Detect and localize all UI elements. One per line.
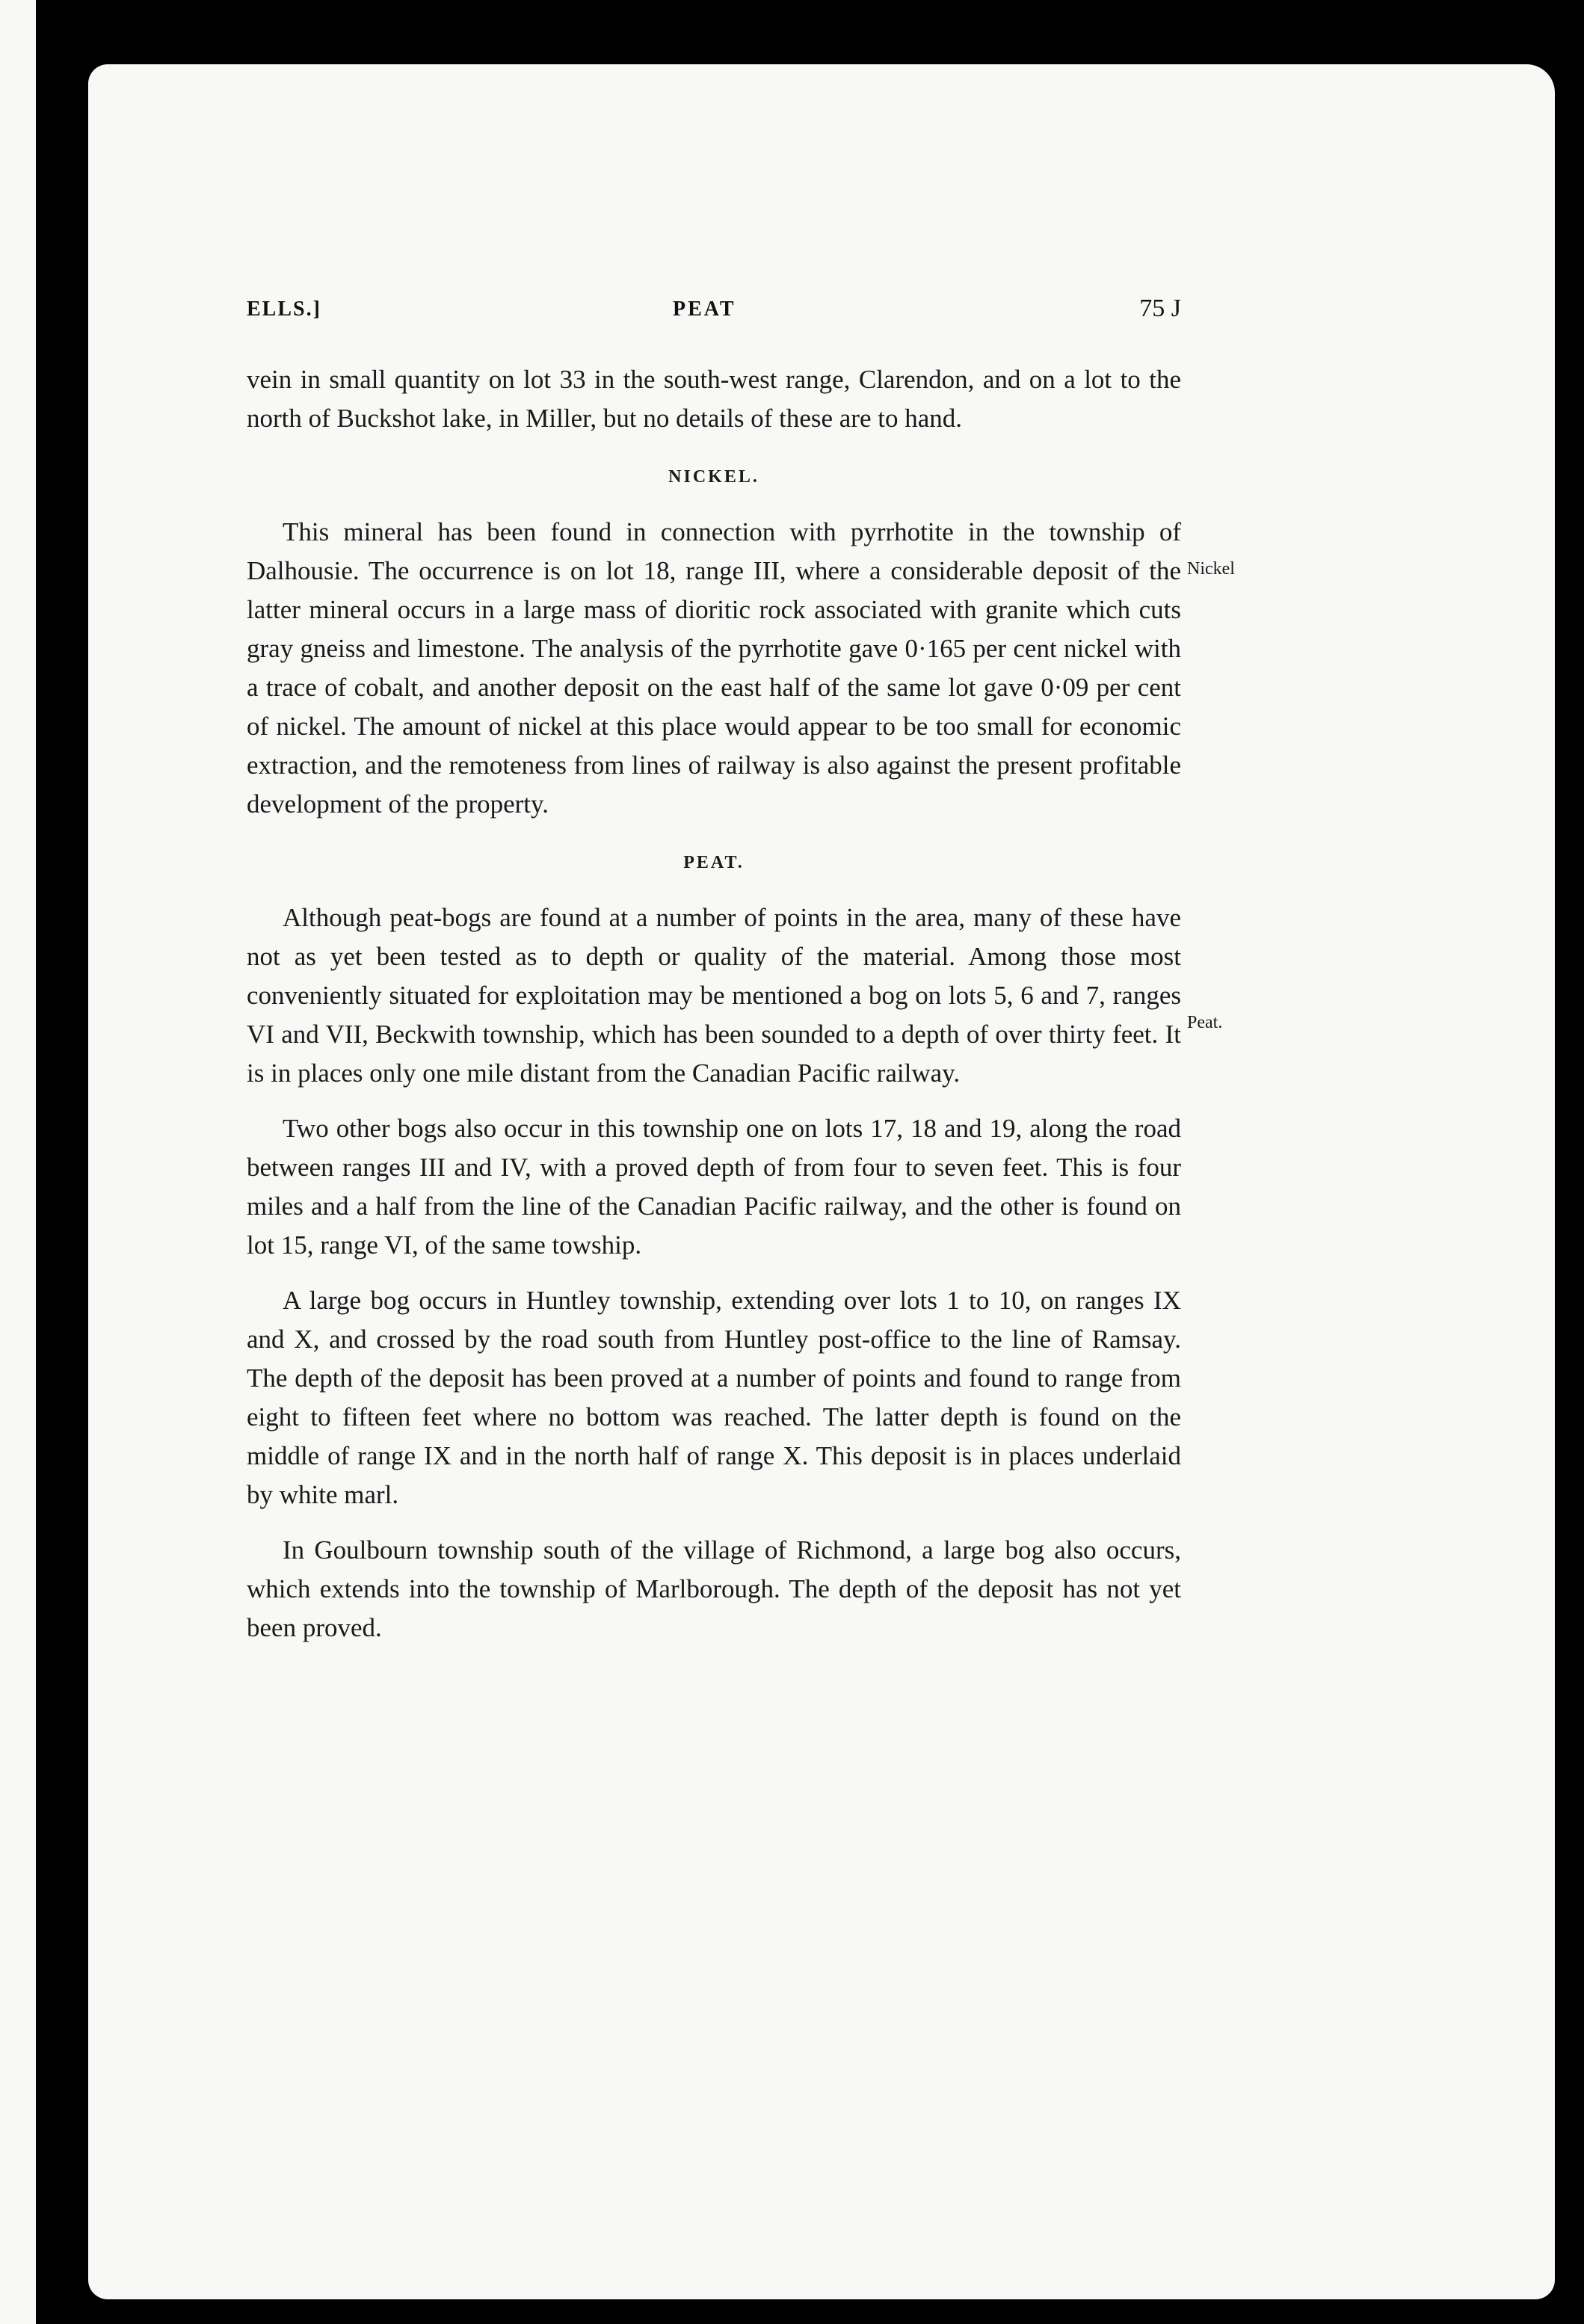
peat-paragraph: In Goulbourn township south of the village of Richmond, a large bog also occurs, which extends into the township of Marlborough. The depth of the deposit has not yet been proved. [247,1535,1181,1642]
intro-paragraph: vein in small quantity on lot 33 in the south-west range, Clarendon, and on a lot to the north of Buckshot lake, in Miller, but no details of these are to hand. [247,365,1181,433]
section-heading-nickel: NICKEL. [668,467,759,487]
side-note-peat: Peat. [1187,1013,1223,1032]
peat-paragraph: Although peat-bogs are found at a number of points in the area, many of these have not as yet been tested as to depth or quality of the material. Among those most conveniently situated for exploitation may be mentioned a bog on lots 5, 6 and 7, ranges VI and VII, Beckwith township, which has been sounded to a depth of over thirty feet. It is in places only one mile distant from the Canadian Pacific railway. [247,903,1181,1088]
peat-paragraph: A large bog occurs in Huntley township, extending over lots 1 to 10, on ranges IX and X, and crossed by the road south from Huntley post-office to the line of Ramsay. The depth of the deposit has been proved at a number of points and found to range from eight to fifteen feet where no bottom was reached. The latter depth is found on the middle of range IX and in the north half of range X. This deposit is in places underlaid by white marl. [247,1286,1181,1509]
page-header [247,295,1181,327]
section-heading-peat: PEAT. [683,853,745,872]
running-head-title: PEAT [673,298,736,321]
page-number: 75 J [1139,295,1181,322]
nickel-paragraph: This mineral has been found in connection with pyrrhotite in the township of Dalhousie. The occurrence is on lot 18, range III, where a considerable deposit of the latter mineral occurs in a large mass of dioritic rock associated with granite which cuts gray gneiss and limestone. The analysis of the pyrrhotite gave 0·165 per cent nickel with a trace of cobalt, and another deposit on the east half of the same lot gave 0·09 per cent of nickel. The amount of nickel at this place would appear to be too small for economic extraction, and the remoteness from lines of railway is also against the present profitable development of the property. [247,517,1181,819]
page-body [247,360,1181,1648]
side-note-nickel: Nickel [1187,559,1235,579]
adjacent-page-edge [0,0,36,2324]
peat-paragraph: Two other bogs also occur in this township one on lots 17, 18 and 19, along the road between ranges III and IV, with a proved depth of from four to seven feet. This is four miles and a half from the line of the Canadian Pacific railway, and the other is found on lot 15, range VI, of the same towship. [247,1114,1181,1260]
running-head-author: ELLS.] [247,298,321,321]
